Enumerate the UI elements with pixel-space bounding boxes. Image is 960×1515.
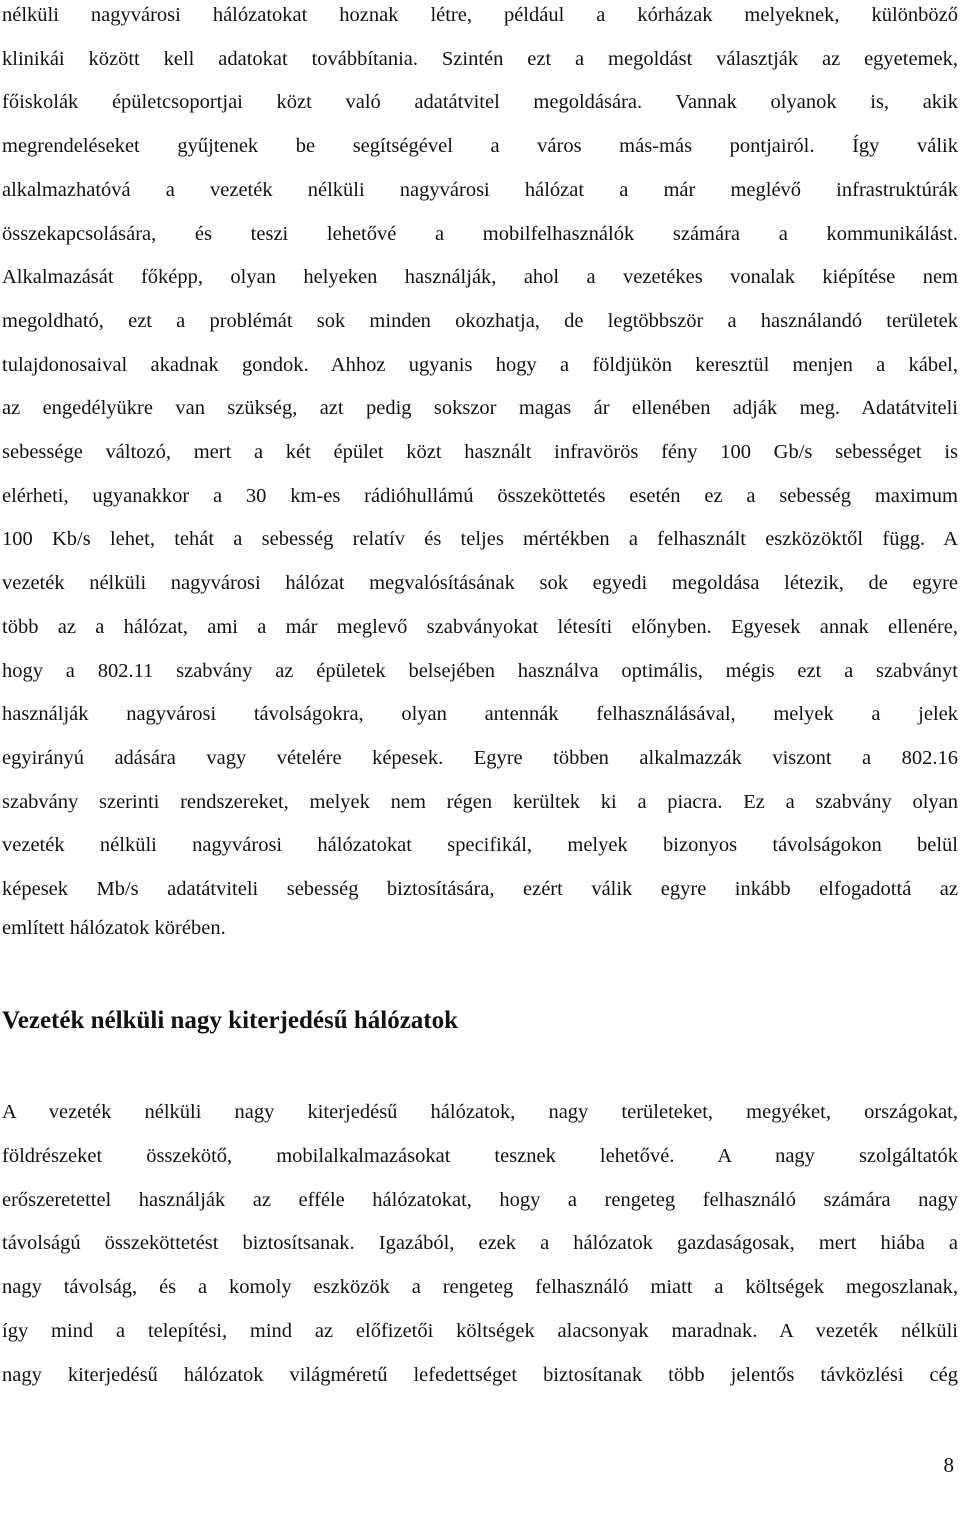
paragraph-line: nagy távolság, és a komoly eszközök a rengeteg felhasználó miatt a költségek megoszlanak,	[2, 1276, 958, 1299]
paragraph-line: összekapcsolására, és teszi lehetővé a mobilfelhasználók számára a kommunikálást.	[2, 222, 958, 245]
paragraph-line: megoldható, ezt a problémát sok minden okozhatja, de legtöbbször a használandó területek	[2, 309, 958, 332]
paragraph-line: sebessége változó, mert a két épület közt használt infravörös fény 100 Gb/s sebességet is	[2, 441, 958, 463]
paragraph-line: földrészeket összekötő, mobilalkalmazásokat tesznek lehetővé. A nagy szolgáltatók	[2, 1144, 958, 1167]
paragraph-line: képesek Mb/s adatátviteli sebesség biztosítására, ezért válik egyre inkább elfogadottá az	[2, 878, 958, 900]
paragraph-line: erőszeretettel használják az efféle hálózatokat, hogy a rengeteg felhasználó számára nagy	[2, 1188, 958, 1211]
page-number: 8	[943, 1453, 954, 1477]
paragraph-line: nagy kiterjedésű hálózatok világméretű lefedettséget biztosítanak több jelentős távközlési cég	[2, 1363, 958, 1386]
paragraph-line: távolságú összeköttetést biztosítsanak. Igazából, ezek a hálózatok gazdaságosak, mert hiába a	[2, 1232, 958, 1255]
paragraph-line: az engedélyükre van szükség, azt pedig sokszor magas ár ellenében adják meg. Adatátviteli	[2, 397, 958, 420]
paragraph-line: szabvány szerinti rendszereket, melyek nem régen kerültek ki a piacra. Ez a szabvány olyan	[2, 790, 958, 813]
paragraph-line: elérheti, ugyanakkor a 30 km-es rádióhullámú összeköttetés esetén ez a sebesség maximum	[2, 484, 958, 507]
section-heading: Vezeték nélküli nagy kiterjedésű hálózatok	[2, 1007, 459, 1034]
paragraph-line: vezeték nélküli nagyvárosi hálózat megvalósításának sok egyedi megoldása létezik, de egyre	[2, 572, 958, 595]
paragraph-line: így mind a telepítési, mind az előfizetői költségek alacsonyak maradnak. A vezeték nélküli	[2, 1320, 958, 1342]
paragraph-line: hogy a 802.11 szabvány az épületek belsejében használva optimális, mégis ezt a szabványt	[2, 659, 958, 682]
paragraph-line: megrendeléseket gyűjtenek be segítségével a város más-más pontjairól. Így válik	[2, 135, 958, 158]
paragraph-line: alkalmazhatóvá a vezeték nélküli nagyvárosi hálózat a már meglévő infrastruktúrák	[2, 178, 958, 201]
paragraph-line: egyirányú adására vagy vételére képesek. Egyre többen alkalmazzák viszont a 802.16	[2, 746, 958, 769]
paragraph-line: használják nagyvárosi távolságokra, olyan antennák felhasználásával, melyek a jelek	[2, 703, 958, 726]
paragraph-line: nélküli nagyvárosi hálózatokat hoznak létre, például a kórházak melyeknek, különböző	[2, 4, 958, 26]
paragraph-line: tulajdonosaival akadnak gondok. Ahhoz ugyanis hogy a földjükön keresztül menjen a kábel,	[2, 353, 958, 376]
paragraph-line: főiskolák épületcsoportjai közt való adatátvitel megoldására. Vannak olyanok is, akik	[2, 91, 958, 114]
paragraph-line: klinikái között kell adatokat továbbítania. Szintén ezt a megoldást választják az egyetemek,	[2, 47, 958, 70]
paragraph-line: vezeték nélküli nagyvárosi hálózatokat specifikál, melyek bizonyos távolságokon belül	[2, 834, 958, 857]
paragraph-line: 100 Kb/s lehet, tehát a sebesség relatív és teljes mértékben a felhasznált eszközöktől függ. A	[2, 528, 958, 551]
paragraph-line: A vezeték nélküli nagy kiterjedésű hálózatok, nagy területeket, megyéket, országokat,	[2, 1101, 958, 1123]
paragraph-line: említett hálózatok körében.	[2, 917, 226, 939]
paragraph-line: Alkalmazását főképp, olyan helyeken használják, ahol a vezetékes vonalak kiépítése nem	[2, 266, 958, 289]
paragraph-line: több az a hálózat, ami a már meglevő szabványokat létesíti előnyben. Egyesek annak ellenére,	[2, 615, 958, 638]
